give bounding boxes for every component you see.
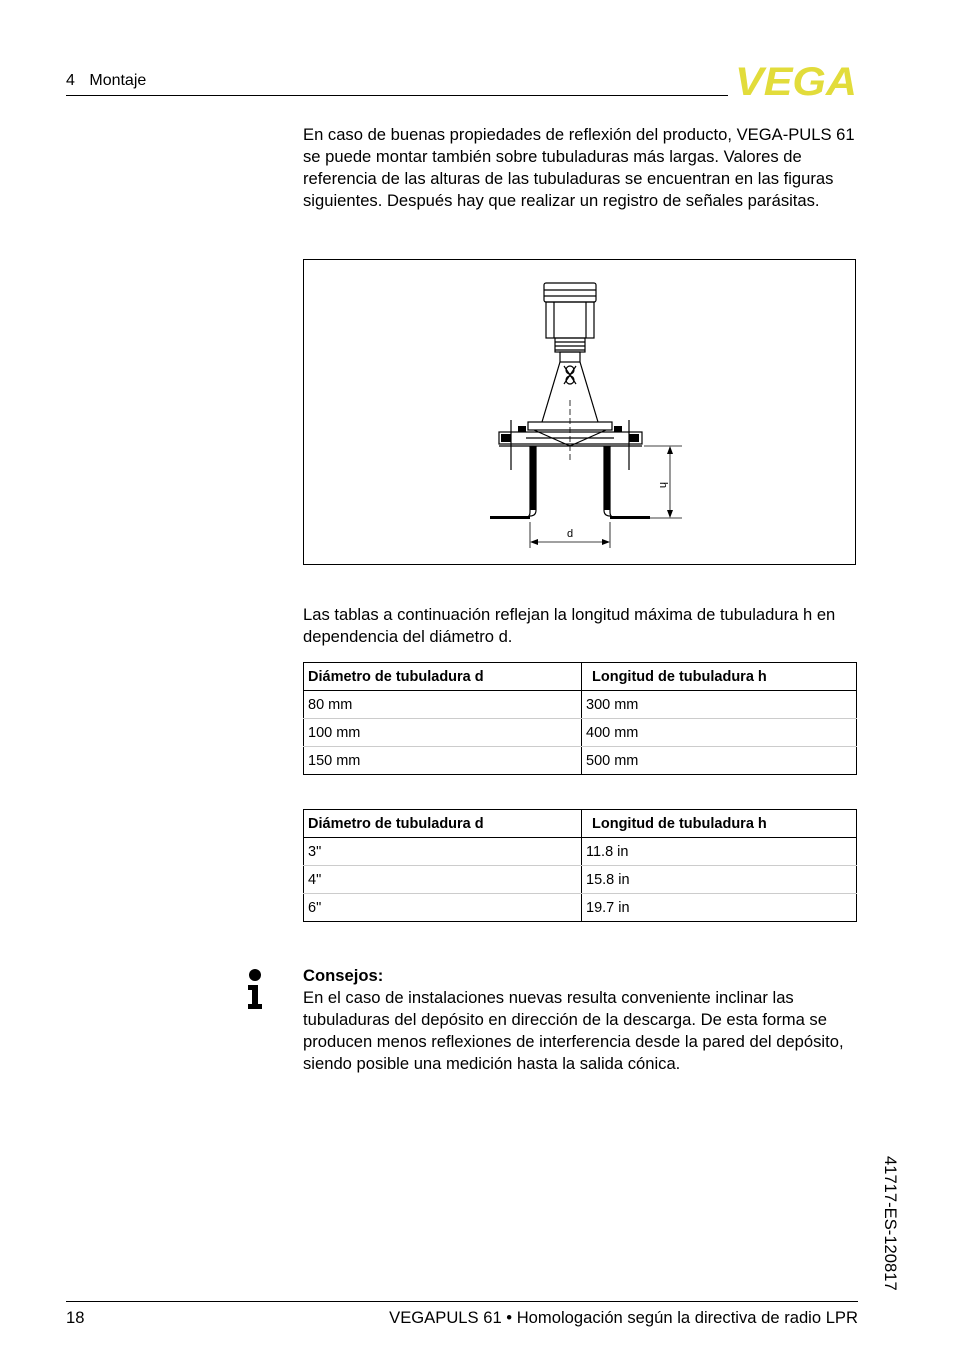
info-icon [245, 968, 265, 1010]
imperial-nozzle-table [303, 809, 857, 922]
page-number: 18 [66, 1308, 85, 1327]
tip-title: Consejos: [303, 966, 384, 985]
cell-diameter: 150 mm [304, 747, 582, 775]
tip-text: En el caso de instalaciones nuevas resulta conveniente inclinar las tubuladuras del depósito en dirección de la descarga. De esta forma se producen menos reflexiones de interferencia desde la pared del depósito, siendo posible una medición hasta la salida cónica. [303, 988, 844, 1073]
intro-paragraph: En caso de buenas propiedades de reflexión del producto, VEGA-PULS 61 se puede montar también sobre tubuladuras más largas. Valores de referencia de las alturas de las tubuladuras se encuentran en las figuras siguientes. Después hay que realizar un registro de señales parásitas. [303, 125, 855, 210]
vega-logo-text: VEGA [735, 64, 857, 98]
tip-block [303, 965, 859, 1075]
cell-diameter: 3" [304, 838, 582, 866]
cell-length: 15.8 in [582, 866, 857, 894]
table-row [304, 838, 857, 866]
mounting-figure [303, 259, 856, 565]
section-header [66, 72, 146, 90]
section-title: Montaje [89, 72, 147, 89]
document-title: VEGAPULS 61 • Homologación según la directiva de radio LPR [389, 1308, 858, 1327]
section-number: 4 [66, 72, 75, 89]
cell-length: 500 mm [582, 747, 857, 775]
header-length: Longitud de tubuladura h [582, 810, 857, 838]
label-h: h [657, 482, 669, 489]
header-length: Longitud de tubuladura h [582, 663, 857, 691]
tables-intro-paragraph: Las tablas a continuación reflejan la longitud máxima de tubuladura h en dependencia del diámetro d. [303, 605, 836, 646]
header-diameter: Diámetro de tubuladura d [304, 663, 582, 691]
header-rule [66, 95, 728, 96]
table-row [304, 747, 857, 775]
cell-diameter: 4" [304, 866, 582, 894]
table-row [304, 719, 857, 747]
nozzle-mounting-drawing [304, 260, 857, 566]
table-row [304, 894, 857, 922]
footer-rule [66, 1301, 858, 1302]
header-diameter: Diámetro de tubuladura d [304, 810, 582, 838]
document-code: 41717-ES-120817 [881, 1156, 900, 1291]
table-row [304, 691, 857, 719]
cell-diameter: 80 mm [304, 691, 582, 719]
cell-length: 400 mm [582, 719, 857, 747]
table-header-row [304, 810, 857, 838]
cell-length: 19.7 in [582, 894, 857, 922]
cell-diameter: 100 mm [304, 719, 582, 747]
metric-nozzle-table [303, 662, 857, 775]
label-d: d [567, 528, 574, 540]
cell-diameter: 6" [304, 894, 582, 922]
table-header-row [304, 663, 857, 691]
vega-logo [735, 64, 859, 98]
cell-length: 11.8 in [582, 838, 857, 866]
table-row [304, 866, 857, 894]
cell-length: 300 mm [582, 691, 857, 719]
